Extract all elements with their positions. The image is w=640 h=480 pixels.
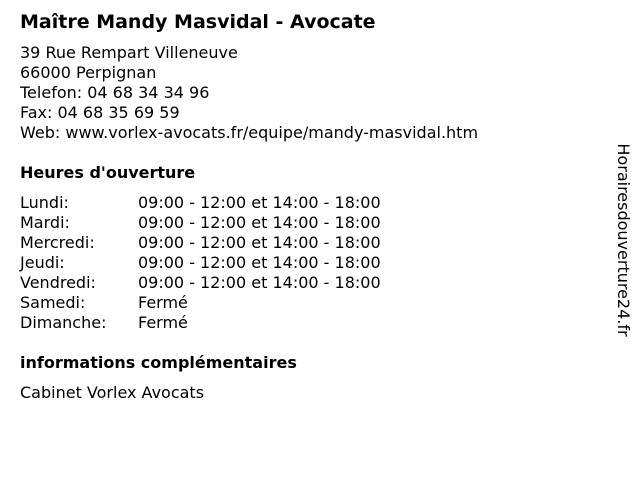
main-content: [20, 10, 600, 403]
day-hours: 09:00 - 12:00 et 14:00 - 18:00: [138, 273, 381, 292]
day-label: Vendredi:: [20, 273, 96, 292]
day-label: Jeudi:: [20, 253, 65, 272]
hours-row-vendredi: [20, 273, 600, 293]
site-watermark: Horairesdouverture24.fr: [614, 143, 633, 337]
address-street: 39 Rue Rempart Villeneuve: [20, 43, 238, 62]
day-label: Lundi:: [20, 193, 69, 212]
day-hours: 09:00 - 12:00 et 14:00 - 18:00: [138, 233, 381, 252]
day-label: Mercredi:: [20, 233, 95, 252]
website-link: Web: www.vorlex-avocats.fr/equipe/mandy-masvidal.htm: [20, 123, 479, 142]
hours-row-lundi: [20, 193, 600, 213]
info-heading: informations complémentaires: [20, 353, 297, 372]
hours-row-jeudi: [20, 253, 600, 273]
day-hours: 09:00 - 12:00 et 14:00 - 18:00: [138, 213, 381, 232]
address-block: [20, 43, 600, 143]
page-title: Maître Mandy Masvidal - Avocate: [20, 11, 376, 33]
fax-number: Fax: 04 68 35 69 59: [20, 103, 180, 122]
phone-number: Telefon: 04 68 34 34 96: [20, 83, 210, 102]
hours-row-samedi: [20, 293, 600, 313]
day-label: Mardi:: [20, 213, 70, 232]
day-hours: Fermé: [138, 293, 188, 312]
hours-row-mercredi: [20, 233, 600, 253]
address-city: 66000 Perpignan: [20, 63, 157, 82]
day-hours: 09:00 - 12:00 et 14:00 - 18:00: [138, 193, 381, 212]
hours-row-mardi: [20, 213, 600, 233]
day-label: Samedi:: [20, 293, 86, 312]
day-label: Dimanche:: [20, 313, 107, 332]
day-hours: 09:00 - 12:00 et 14:00 - 18:00: [138, 253, 381, 272]
day-hours: Fermé: [138, 313, 188, 332]
hours-table: [20, 193, 600, 333]
hours-heading: Heures d'ouverture: [20, 163, 196, 182]
hours-row-dimanche: [20, 313, 600, 333]
info-text: Cabinet Vorlex Avocats: [20, 383, 205, 402]
